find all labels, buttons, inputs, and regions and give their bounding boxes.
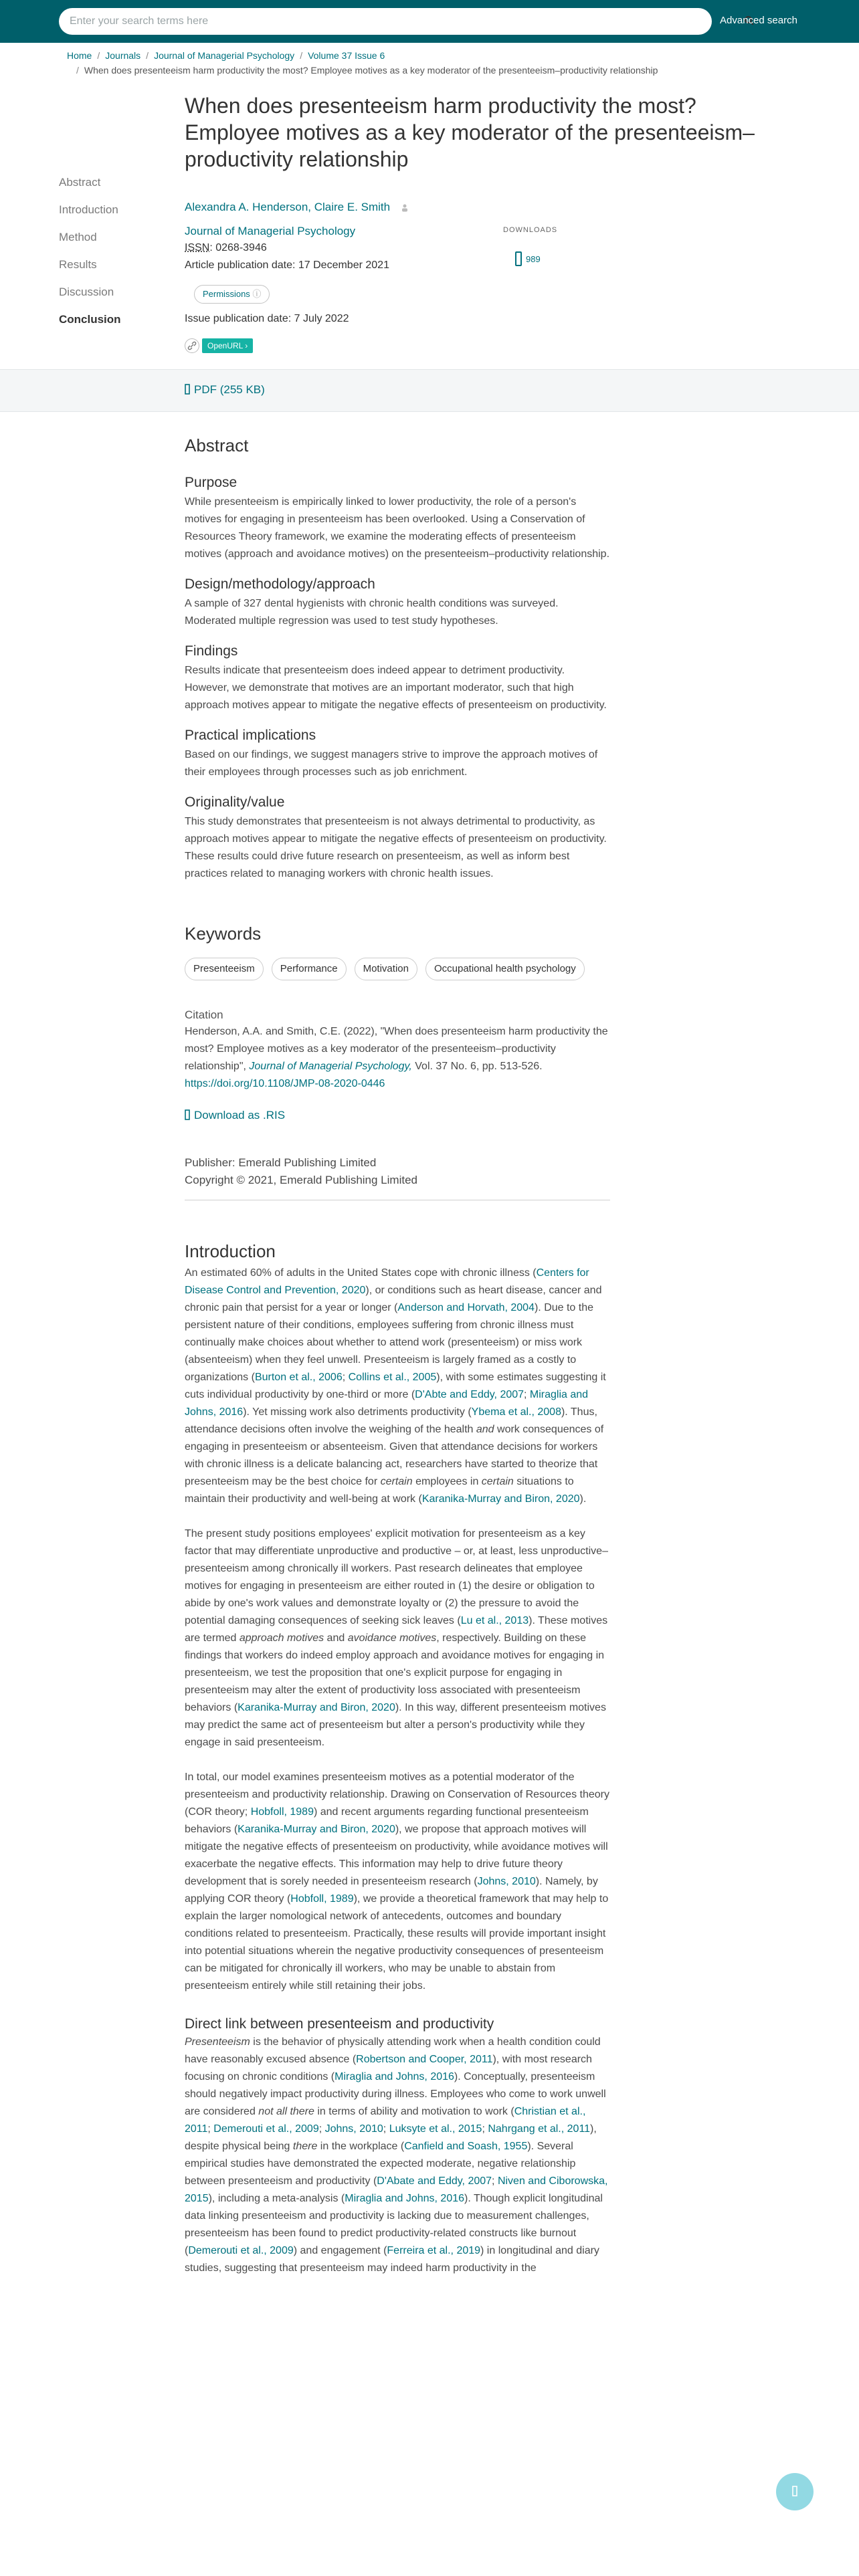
abstract-practical bbox=[185, 726, 610, 781]
reference-link[interactable]: Miraglia and Johns, 2016 bbox=[345, 2193, 465, 2204]
paragraph-text: employees in bbox=[412, 1476, 482, 1487]
download-icon bbox=[185, 1109, 190, 1120]
paragraph-text: ). Namely, by applying COR theory ( bbox=[185, 1876, 598, 1905]
abstract-section-text: While presenteeism is empirically linked to lower productivity, the role of a person's motives for engaging in presenteeism has been overlooked. Using a Conservation of Resources Theory framework, we examine the moderating effects of presenteeism motives (approach and avoidance motives) on the presenteeism–productivity relationship. bbox=[185, 496, 610, 560]
subsection-heading: Direct link between presenteeism and productivity bbox=[185, 2016, 494, 2032]
publisher: Publisher: Emerald Publishing Limited bbox=[185, 1156, 377, 1169]
paragraph-text: ; bbox=[482, 2123, 488, 2135]
reference-link[interactable]: Hobfoll, 1989 bbox=[250, 1806, 314, 1818]
reference-link[interactable]: Nahrgang et al., 2011 bbox=[488, 2123, 591, 2135]
keyword-occupational-health[interactable]: Occupational health psychology bbox=[425, 958, 585, 980]
reference-link[interactable]: Demerouti et al., 2009 bbox=[213, 2123, 319, 2135]
external-link-icon: › bbox=[245, 341, 248, 350]
abstract-section-title: Design/methodology/approach bbox=[185, 576, 375, 592]
abstract-section-text: Based on our findings, we suggest managers strive to improve the approach motives of their employees through processes such as job enrichment. bbox=[185, 749, 598, 778]
paragraph-text: ), with most research focusing on chronic conditions ( bbox=[185, 2054, 592, 2082]
issue-publication-date: Issue publication date: 7 July 2022 bbox=[185, 313, 349, 324]
paragraph-text: situations to maintain their productivity and well-being at work ( bbox=[185, 1476, 574, 1505]
reference-link[interactable]: Collins et al., 2005 bbox=[348, 1372, 437, 1383]
openurl-label: OpenURL bbox=[207, 341, 243, 350]
abstract-section-title: Originality/value bbox=[185, 794, 285, 810]
abstract-section-title: Purpose bbox=[185, 475, 237, 490]
paragraph-text: ). Conceptually, presenteeism should negatively impact productivity during illness. Employees who come to work unwell are considered bbox=[185, 2071, 606, 2117]
journal-link[interactable]: Journal of Managerial Psychology bbox=[185, 225, 356, 237]
abstract-heading: Abstract bbox=[185, 435, 249, 455]
emphasis-text: Presenteeism bbox=[185, 2036, 250, 2048]
reference-link[interactable]: Karanika-Murray and Biron, 2020 bbox=[237, 1702, 395, 1713]
emphasis-text: not all there bbox=[258, 2106, 314, 2117]
introduction-paragraph-3 bbox=[185, 1769, 610, 1995]
keywords-heading: Keywords bbox=[185, 924, 262, 944]
paragraph-text: ; bbox=[207, 2123, 214, 2135]
paragraph-text: in the workplace ( bbox=[317, 2141, 405, 2152]
copyright: Copyright © 2021, Emerald Publishing Limited bbox=[185, 1174, 417, 1186]
introduction-paragraph-1 bbox=[185, 1265, 610, 1508]
pdf-download-link[interactable] bbox=[185, 383, 265, 397]
paragraph-text: An estimated 60% of adults in the United States cope with chronic illness ( bbox=[185, 1267, 537, 1279]
top-bar bbox=[0, 0, 859, 43]
introduction-paragraph-2 bbox=[185, 1525, 610, 1751]
paragraph-text: ; bbox=[492, 2175, 498, 2187]
reference-link[interactable]: Burton et al., 2006 bbox=[254, 1372, 343, 1383]
emphasis-text: approach motives bbox=[239, 1632, 324, 1644]
reference-link[interactable]: Miraglia and Johns, 2016 bbox=[335, 2071, 454, 2082]
reference-link[interactable]: Demerouti et al., 2009 bbox=[188, 2245, 294, 2256]
paragraph-text: ). Due to the persistent nature of their conditions, employees suffering from chronic illness must continually make choices about whether to attend work (presenteeism) or miss work (absenteeism) when they feel unwell. Presenteeism is largely framed as a costly to organizations ( bbox=[185, 1302, 594, 1383]
paragraph-text: The present study positions employees' explicit motivation for presenteeism as a key factor that may differentiate unproductive and productive – or, at least, less unproductive–presenteeism among chronically ill workers. Past research delineates that employee motives for engaging in presenteeism are either routed in (1) the desire or obligation to abide by one's work values and demonstrate loyalty or (2) the pressure to avoid the potential damaging consequences of seeking sick leaves ( bbox=[185, 1528, 608, 1626]
reference-link[interactable]: Ferreira et al., 2019 bbox=[387, 2245, 481, 2256]
link-icon[interactable] bbox=[185, 338, 199, 353]
search-box bbox=[59, 8, 712, 35]
reference-link[interactable]: Karanika-Murray and Biron, 2020 bbox=[421, 1493, 580, 1505]
download-ris-link[interactable] bbox=[185, 1109, 285, 1122]
paragraph-text: is the behavior of physically attending work when a health condition could have reasonably excused absence ( bbox=[185, 2036, 601, 2065]
toc-conclusion[interactable]: Conclusion bbox=[59, 313, 121, 326]
reference-link[interactable]: Johns, 2010 bbox=[477, 1876, 536, 1887]
reference-link[interactable]: Hobfoll, 1989 bbox=[290, 1893, 354, 1905]
paragraph-text: In total, our model examines presenteeism motives as a potential moderator of the presenteeism and productivity relationship. Drawing on Conservation of Resources theory (COR theory; bbox=[185, 1772, 609, 1818]
reference-link[interactable]: Anderson and Horvath, 2004 bbox=[397, 1302, 535, 1313]
paragraph-text: and bbox=[324, 1632, 348, 1644]
abstract-design bbox=[185, 575, 610, 630]
search-input[interactable] bbox=[70, 8, 685, 35]
paragraph-text: ). Thus, attendance decisions often involve the weighing of the health bbox=[185, 1406, 597, 1435]
paragraph-text: ; bbox=[318, 2123, 325, 2135]
info-icon: ⓘ bbox=[252, 289, 262, 299]
emphasis-text: and bbox=[476, 1424, 494, 1435]
info-icon bbox=[791, 2484, 798, 2498]
chain-icon bbox=[185, 339, 199, 352]
emphasis-text: certain bbox=[481, 1476, 514, 1487]
abstract-section-text: This study demonstrates that presenteeism is not always detrimental to productivity, as approach motives appear to mitigate the negative effects of presenteeism on productivity. These results could drive future research on presenteeism, as well as inform best practices related to managing workers with chronic health issues. bbox=[185, 816, 607, 879]
authors-link[interactable]: Alexandra A. Henderson, Claire E. Smith bbox=[185, 201, 391, 213]
reference-link[interactable]: Christian et al., 2011 bbox=[185, 2106, 586, 2135]
abstract-section-text: A sample of 327 dental hygienists with chronic health conditions was surveyed. Moderated multiple regression was used to test study hypotheses. bbox=[185, 598, 559, 627]
breadcrumb-separator: / bbox=[97, 50, 100, 61]
breadcrumb-separator: / bbox=[300, 50, 303, 61]
doi-link[interactable]: https://doi.org/10.1108/JMP-08-2020-0446 bbox=[185, 1078, 385, 1089]
keyword-performance[interactable]: Performance bbox=[272, 958, 347, 980]
abstract-section-title: Findings bbox=[185, 643, 238, 659]
reference-link[interactable]: Karanika-Murray and Biron, 2020 bbox=[237, 1824, 395, 1835]
breadcrumb-separator: / bbox=[146, 50, 149, 61]
permissions-label: Permissions bbox=[203, 289, 250, 299]
abstract-section-text: Results indicate that presenteeism does indeed appear to detriment productivity. However, we demonstrate that motives are an important moderator, such that high approach motives appear to mitigate the negative effects of presenteeism on productivity. bbox=[185, 665, 607, 711]
authors bbox=[185, 201, 408, 214]
paragraph-text: ), with some estimates suggesting it cuts individual productivity by one-third or more ( bbox=[185, 1372, 606, 1400]
paragraph-text: ; bbox=[383, 2123, 389, 2135]
breadcrumb-volume[interactable]: Volume 37 Issue 6 bbox=[308, 50, 385, 61]
abstract-findings bbox=[185, 642, 610, 714]
reference-link[interactable]: Miraglia and Johns, 2016 bbox=[185, 1389, 589, 1418]
citation-label: Citation bbox=[185, 1008, 223, 1021]
paragraph-text: ). These motives are termed bbox=[185, 1615, 608, 1644]
downloads-label: DOWNLOADS bbox=[503, 226, 558, 234]
breadcrumb bbox=[67, 48, 803, 78]
paragraph-text: ), or conditions such as heart disease, cancer and chronic pain that persist for a year or longer ( bbox=[185, 1285, 602, 1313]
paragraph-text: ) in longitudinal and diary studies, suggesting that presenteeism may indeed harm productivity in the bbox=[185, 2245, 599, 2274]
paragraph-text: ). In this way, different presenteeism motives may predict the same act of presenteeism but alter a person's productivity while they engage in said presenteeism. bbox=[185, 1702, 606, 1748]
reference-link[interactable]: Canfield and Soash, 1955 bbox=[404, 2141, 528, 2152]
reference-link[interactable]: D'Abate and Eddy, 2007 bbox=[377, 2175, 492, 2187]
citation-journal-link[interactable]: Journal of Managerial Psychology, bbox=[249, 1061, 412, 1072]
reference-link[interactable]: Ybema et al., 2008 bbox=[471, 1406, 561, 1418]
reference-link[interactable]: D'Abte and Eddy, 2007 bbox=[415, 1389, 524, 1400]
paragraph-text: ), including a meta-analysis ( bbox=[208, 2193, 345, 2204]
download-count-icon bbox=[515, 251, 522, 266]
paragraph-text: ; bbox=[342, 1372, 349, 1383]
breadcrumb-current: When does presenteeism harm productivity the most? Employee motives as a key moderator of the presenteeism–productivity relationship bbox=[84, 65, 658, 76]
toc-discussion[interactable]: Discussion bbox=[59, 286, 114, 298]
keywords-list bbox=[185, 958, 610, 980]
paragraph-text: ). Yet missing work also detriments productivity ( bbox=[243, 1406, 472, 1418]
issn-value: : 0268-3946 bbox=[209, 242, 267, 253]
introduction-paragraph-4 bbox=[185, 2034, 610, 2277]
paragraph-text: ; bbox=[524, 1389, 530, 1400]
abstract-originality bbox=[185, 793, 610, 883]
issn-label: ISSN bbox=[185, 242, 210, 253]
table-of-contents bbox=[59, 169, 166, 333]
paragraph-text: ). Though explicit longitudinal data linking presenteeism and productivity is lacking due to measurement challenges, presenteeism has been found to predict productivity-related constructs like burnout ( bbox=[185, 2193, 603, 2256]
abstract-section-title: Practical implications bbox=[185, 728, 316, 743]
paragraph-text: work consequences of engaging in presenteeism or absenteeism. Given that attendance decisions for workers with chronic illness is a delicate balancing act, researchers have started to theorize that presenteeism may be the best choice for bbox=[185, 1424, 604, 1487]
citation-volume: Vol. 37 No. 6, pp. 513-526. bbox=[415, 1061, 543, 1072]
abstract-purpose bbox=[185, 473, 610, 563]
emphasis-text: certain bbox=[380, 1476, 413, 1487]
reference-link[interactable]: Lu et al., 2013 bbox=[460, 1615, 529, 1626]
breadcrumb-journal[interactable]: Journal of Managerial Psychology bbox=[154, 50, 295, 61]
paragraph-text: ) and engagement ( bbox=[293, 2245, 387, 2256]
download-ris-label: Download as .RIS bbox=[194, 1109, 286, 1121]
pdf-icon bbox=[185, 384, 190, 395]
pdf-band bbox=[0, 369, 859, 412]
paragraph-text: ), we provide a theoretical framework that may help to explain the larger nomological network of antecedents, outcomes and boundary conditions related to presenteeism. Practically, these results will provide important insight into potential situations wherein the negative productivity consequences of presenteeism can be mitigated for chronically ill workers, who may be unable to abstain from presenteeism entirely while still retaining their jobs. bbox=[185, 1893, 609, 1992]
toc-introduction[interactable]: Introduction bbox=[59, 203, 118, 216]
emphasis-text: avoidance motives bbox=[347, 1632, 437, 1644]
toc-results[interactable]: Results bbox=[59, 258, 97, 271]
issn bbox=[185, 242, 267, 254]
reference-link[interactable]: Luksyte et al., 2015 bbox=[389, 2123, 482, 2135]
reference-link[interactable]: Niven and Ciborowska, 2015 bbox=[185, 2175, 608, 2204]
reference-link[interactable]: Johns, 2010 bbox=[324, 2123, 383, 2135]
reference-link[interactable]: Centers for Disease Control and Prevention, 2020 bbox=[185, 1267, 589, 1296]
scroll-top-button[interactable] bbox=[776, 2473, 814, 2510]
main-content bbox=[185, 435, 610, 2277]
toc-method[interactable]: Method bbox=[59, 231, 97, 243]
paragraph-text: ). Several empirical studies have demonstrated the expected moderate, negative relationship between presenteeism and productivity ( bbox=[185, 2141, 576, 2187]
breadcrumb-journals[interactable]: Journals bbox=[105, 50, 141, 61]
paragraph-text: ). bbox=[579, 1493, 587, 1505]
person-icon bbox=[401, 204, 408, 212]
introduction-heading: Introduction bbox=[185, 1241, 276, 1261]
permissions-button[interactable] bbox=[194, 285, 270, 304]
citation-text bbox=[185, 1023, 610, 1093]
paragraph-text: in terms of ability and motivation to work ( bbox=[314, 2106, 514, 2117]
reference-link[interactable]: Robertson and Cooper, 2011 bbox=[356, 2054, 493, 2065]
toc-abstract[interactable]: Abstract bbox=[59, 176, 101, 189]
page-title: When does presenteeism harm productivity the most? Employee motives as a key moderator of the presenteeism–productivity relationship bbox=[185, 94, 755, 171]
paragraph-text: ), we propose that approach motives will mitigate the negative effects of presenteeism on productivity, while avoidance motives will exacerbate the negative effects. This information may help to drive future theory development that is sorely needed in presenteeism research ( bbox=[185, 1824, 608, 1887]
paragraph-text: ), despite physical being bbox=[185, 2123, 597, 2152]
keyword-presenteeism[interactable]: Presenteeism bbox=[185, 958, 264, 980]
breadcrumb-home[interactable]: Home bbox=[67, 50, 92, 61]
openurl-button[interactable] bbox=[202, 338, 253, 353]
advanced-search-link[interactable]: Advanced search bbox=[720, 15, 797, 26]
paragraph-text: ) and recent arguments regarding functional presenteeism behaviors ( bbox=[185, 1806, 589, 1835]
downloads-count: 989 bbox=[526, 254, 541, 264]
article-publication-date: Article publication date: 17 December 2021 bbox=[185, 259, 389, 271]
paragraph-text: , respectively. Building on these findings that workers do indeed employ approach and avoidance motives for engaging in presenteeism, we test the proposition that one's explicit purpose for engaging in presenteeism may alter the extent of productivity loss associated with presenteeism behaviors ( bbox=[185, 1632, 605, 1713]
breadcrumb-separator: / bbox=[76, 65, 79, 76]
citation-authors-title: Henderson, A.A. and Smith, C.E. (2022), "When does presenteeism harm productivity the most? Employee motives as a key moderator of the presenteeism–productivity relationship", bbox=[185, 1026, 608, 1072]
keyword-motivation[interactable]: Motivation bbox=[355, 958, 417, 980]
pdf-label: PDF (255 KB) bbox=[194, 383, 265, 396]
emphasis-text: there bbox=[292, 2141, 318, 2152]
